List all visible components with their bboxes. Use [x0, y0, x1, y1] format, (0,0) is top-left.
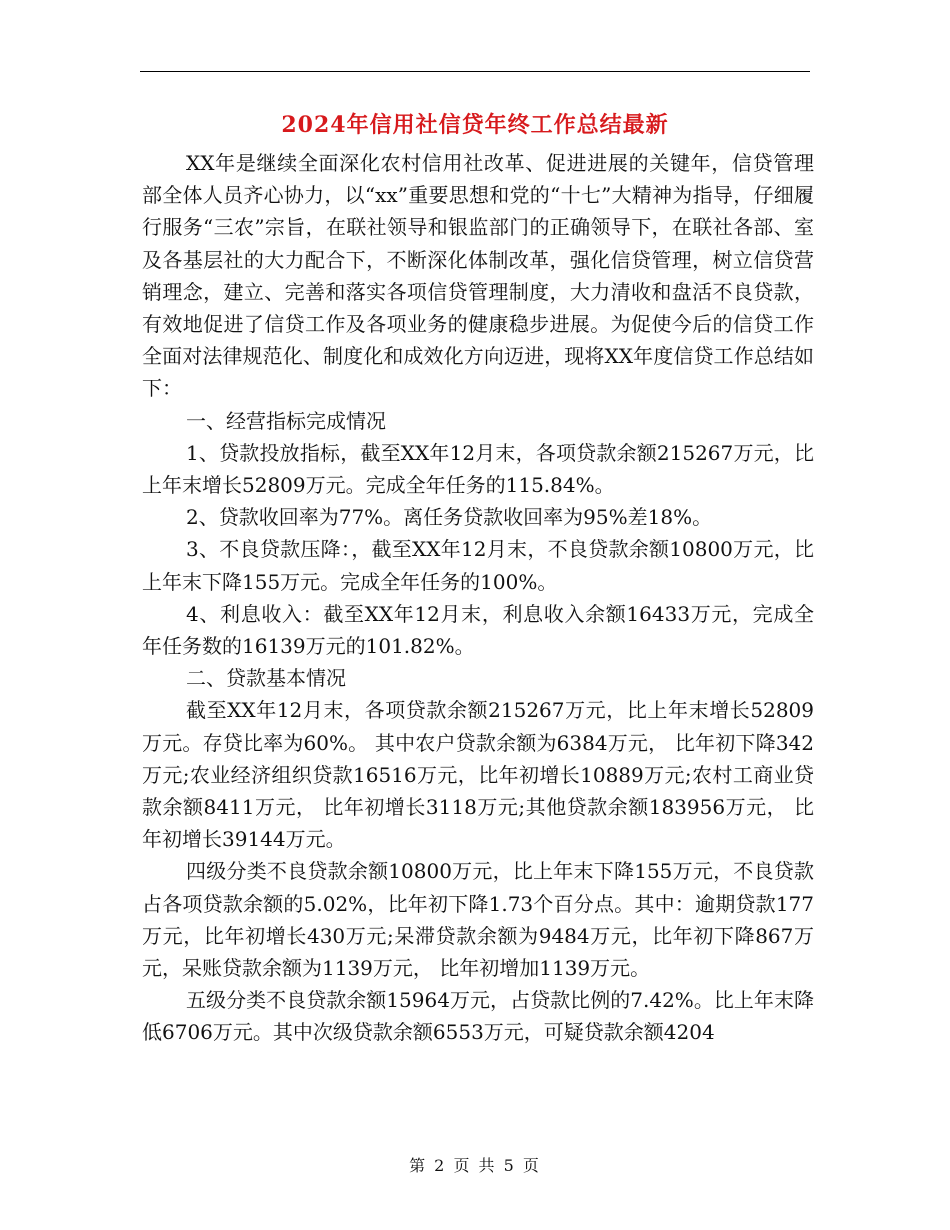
document-title: 2024年信用社信贷年终工作总结最新: [281, 112, 669, 138]
paragraph-five-level-classification: 五级分类不良贷款余额15964万元，占贷款比例的7.42%。比上年末降低6706万元。其中次级贷款余额6553万元，可疑贷款余额4204: [142, 988, 814, 1045]
section-heading-1: 一、经营指标完成情况: [186, 408, 386, 433]
document-body: [142, 147, 814, 1049]
header-rule: [140, 71, 810, 72]
paragraph-item-3: 3、不良贷款压降：，截至XX年12月末，不良贷款余额10800万元，比上年末下降155万元。完成全年任务的100%。: [142, 537, 814, 594]
paragraph-four-level-classification: 四级分类不良贷款余额10800万元，比上年末下降155万元，不良贷款占各项贷款余额的5.02%，比年初下降1.73个百分点。其中：逾期贷款177万元，比年初增长430万元;呆滞贷款余额为9484万元，比年初下降867万元，呆账贷款余额为1139万元， 比年初增加1139万元。: [142, 859, 814, 981]
paragraph-intro: XX年是继续全面深化农村信用社改革、促进进展的关键年，信贷管理部全体人员齐心协力，以“xx”重要思想和党的“十七”大精神为指导，仔细履行服务“三农”宗旨，在联社领导和银监部门的正确领导下，在联社各部、室及各基层社的大力配合下，不断深化体制改革，强化信贷管理，树立信贷营销理念，建立、完善和落实各项信贷管理制度，大力清收和盘活不良贷款，有效地促进了信贷工作及各项业务的健康稳步进展。为促使今后的信贷工作全面对法律规范化、制度化和成效化方向迈进，现将XX年度信贷工作总结如下：: [142, 151, 814, 401]
paragraph-item-4: 4、利息收入：截至XX年12月末，利息收入余额16433万元，完成全年任务数的16139万元的101.82%。: [142, 601, 814, 659]
section-heading-2: 二、贷款基本情况: [186, 666, 346, 691]
paragraph-item-2: 2、贷款收回率为77%。离任务贷款收回率为95%差18%。: [186, 505, 713, 530]
page-number: 第 2 页 共 5 页: [409, 1156, 541, 1175]
paragraph-loan-overview: 截至XX年12月末，各项贷款余额215267万元，比上年末增长52809万元。存贷比率为60%。 其中农户贷款余额为6384万元， 比年初下降342万元;农业经济组织贷款16516万元，比年初增长10889万元;农村工商业贷款余额8411万元， 比年初增长3118万元;其他贷款余额183956万元， 比年初增长39144万元。: [142, 698, 814, 852]
paragraph-item-1: 1、贷款投放指标，截至XX年12月末，各项贷款余额215267万元，比上年末增长52809万元。完成全年任务的115.84%。: [142, 440, 814, 498]
